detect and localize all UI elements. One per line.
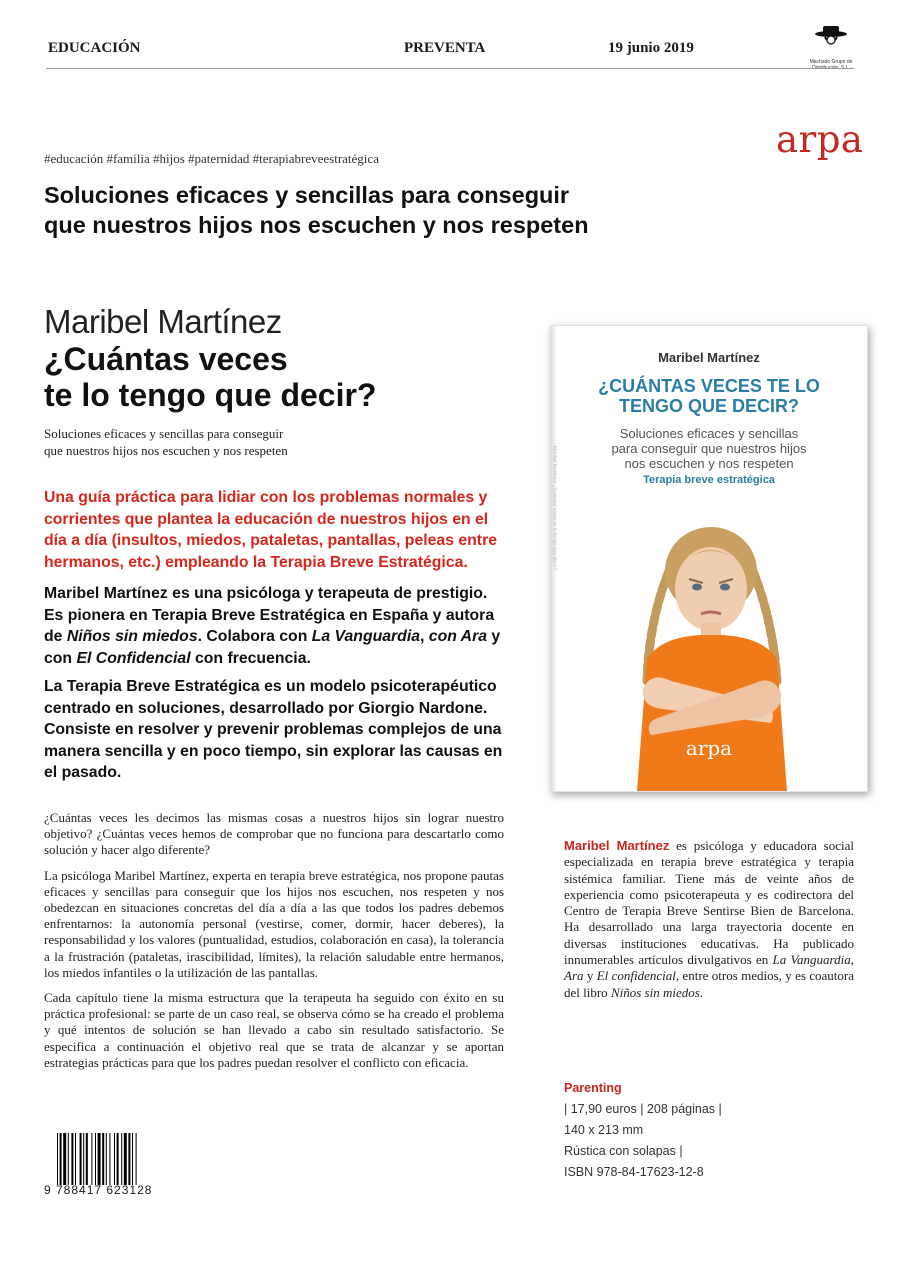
- book-ref: Niños sin miedos: [610, 984, 700, 1000]
- barcode-number: 9 788417 623128: [44, 1183, 153, 1197]
- barcode-bar: [68, 1133, 69, 1185]
- cover-tagline: Terapia breve estratégica: [643, 474, 775, 486]
- publisher-logo: arpa: [776, 118, 864, 161]
- text-span: con frecuencia.: [190, 649, 311, 667]
- text-span: Maribel Martínez es una psicóloga y terapeuta de prestigio. Es pionera en Terapia Breve Estratégica en España y autora de: [44, 585, 495, 645]
- barcode-bar: [136, 1133, 137, 1185]
- barcode-bar: [60, 1133, 62, 1185]
- publication-ref: El Confidencial: [76, 649, 191, 667]
- barcode-bar: [91, 1133, 92, 1185]
- book-subtitle: [44, 425, 364, 459]
- author-bio: [564, 838, 854, 1001]
- barcode-bar: [95, 1133, 96, 1185]
- barcode-bar: [124, 1133, 127, 1185]
- body-text: [44, 810, 504, 1080]
- text-span: ,: [850, 952, 854, 968]
- cover-author: Maribel Martínez: [658, 350, 760, 365]
- book-title: [44, 341, 464, 413]
- text-span: .: [699, 984, 704, 1000]
- isbn: ISBN 978-84-17623-12-8: [564, 1165, 704, 1179]
- barcode-bar: [109, 1133, 110, 1185]
- text-span: ,: [420, 628, 429, 645]
- book-specs: [564, 1078, 722, 1183]
- barcode-bar: [102, 1133, 104, 1185]
- book-author: Maribel Martínez: [44, 303, 282, 340]
- barcode-bar: [80, 1133, 82, 1185]
- barcode-bar: [106, 1133, 107, 1185]
- barcode-bar: [128, 1133, 130, 1185]
- cover-title-line: TENGO QUE DECIR?: [618, 396, 799, 416]
- cover-subtitle-line: para conseguir que nuestros hijos: [611, 441, 807, 456]
- date-label: 19 junio 2019: [608, 40, 694, 56]
- barcode-bar: [121, 1133, 122, 1185]
- publication-ref: La Vanguardia: [772, 952, 851, 968]
- headline: [44, 180, 644, 240]
- barcode-bar: [86, 1133, 88, 1185]
- cover-subtitle: [551, 426, 867, 471]
- cover-girl-illustration: [551, 511, 867, 791]
- cover-subtitle-line: nos escuchen y nos respeten: [624, 456, 794, 471]
- barcode-bar: [83, 1133, 84, 1185]
- barcode-bar: [75, 1133, 76, 1185]
- section-text: EDUCACIÓN: [48, 40, 141, 56]
- cover-subtitle-line: Soluciones eficaces y sencillas: [619, 426, 799, 441]
- type-label: PREVENTA: [404, 40, 486, 56]
- intro-red: Una guía práctica para lidiar con los problemas normales y corrientes que plantea la educación de nuestros hijos en el día a día (insultos, miedos, pataletas, pantallas, peleas entre hermanos, etc.) empleando la Terapia Breve Estratégica.: [44, 489, 497, 571]
- text-span: es psicóloga y educadora social especializada en terapia breve estratégica y terapia sistémica familiar. Tiene más de veinte años de experiencia como psicoterapeuta y es codirectora del Centro de Terapia Breve Sentirse Bien de Barcelona. Ha desarrollado una larga trayectoria docente en diversas instituciones educativas. Ha publicado innumerables artículos divulgativos en: [564, 838, 854, 968]
- book-size: 140 x 213 mm: [564, 1123, 644, 1137]
- header-divider: [46, 68, 854, 69]
- text-span: . Colabora con: [197, 628, 312, 645]
- price-pages: | 17,90 euros | 208 páginas |: [564, 1102, 722, 1116]
- subtitle-line: que nuestros hijos nos escuchen y nos respeten: [44, 443, 288, 458]
- publication-ref: El confidencial: [596, 968, 676, 984]
- cover-spine-text: Maribel Martínez ¿Cuántas veces te lo tengo que decir?: [551, 446, 557, 571]
- publication-ref: con Ara: [428, 628, 488, 645]
- barcode-bar: [71, 1133, 73, 1185]
- body-paragraph: Cada capítulo tiene la misma estructura que la terapeuta ha seguido con éxito en su práctica profesional: se parte de un caso real, se observa cómo se ha creado el problema y qué intentos de solución se han llevado a cabo sin resultado satisfactorio. Se especifica a continuación el objetivo real que se trata de alcanzar y se aportan estrategias prácticas para que los padres puedan resolver el conflicto con eficacia.: [44, 990, 504, 1070]
- barcode-bar: [132, 1133, 133, 1185]
- barcode-bar: [114, 1133, 115, 1185]
- book-ref: Niños sin miedos: [66, 628, 198, 645]
- headline-line: que nuestros hijos nos escuchen y nos respeten: [44, 212, 589, 238]
- body-paragraph: La psicóloga Maribel Martínez, experta en terapia breve estratégica, nos propone pautas eficaces y sencillas para conseguir que los hijos nos escuchen, nos respeten y nos obedezcan en situaciones concretas del día a día a las que todos los padres debemos enfrentarnos: la autonomía personal (vestirse, comer, dormir, hacer deberes), la responsabilidad y los valores (puntualidad, estudios, colaboración en casa), la tolerancia a la frustración (pataletas, irascibilidad, límites), la relación saludable entre hermanos, los miedos infantiles o la utilización de las pantallas.: [44, 867, 504, 980]
- barcode-bar: [98, 1133, 101, 1185]
- bio-name: Maribel Martínez: [564, 838, 670, 853]
- book-cover: [550, 325, 868, 792]
- binding: Rústica con solapas |: [564, 1144, 683, 1158]
- distributor-caption: Machado Grupo de: [809, 59, 853, 65]
- cover-publisher: arpa: [685, 736, 733, 760]
- barcode-bar: [63, 1133, 66, 1185]
- title-line: te lo tengo que decir?: [44, 377, 377, 413]
- cover-title: [551, 376, 867, 416]
- section-label: [48, 40, 141, 57]
- text-span: , entre otros medios, y es coautora del libro: [564, 968, 854, 1000]
- publication-ref: Ara: [564, 968, 584, 984]
- hat-man-icon: [811, 24, 851, 52]
- barcode-icon: [57, 1133, 165, 1185]
- intro-tbe: La Terapia Breve Estratégica es un modelo psicoterapéutico centrado en soluciones, desarrollado por Giorgio Nardone. Consiste en resolver y prevenir problemas complejos de una manera sencilla y en poco tiempo, sin explorar las causas en el pasado.: [44, 678, 503, 781]
- subtitle-line: Soluciones eficaces y sencillas para conseguir: [44, 426, 284, 441]
- distributor-logo: [806, 24, 856, 71]
- collection-name: Parenting: [564, 1081, 622, 1095]
- text-span: y con: [44, 628, 501, 667]
- barcode-bar: [117, 1133, 119, 1185]
- intro-author: [44, 583, 506, 669]
- title-line: ¿Cuántas veces: [44, 341, 288, 377]
- headline-line: Soluciones eficaces y sencillas para conseguir: [44, 182, 570, 208]
- text-span: y: [583, 968, 597, 984]
- barcode-bar: [57, 1133, 58, 1185]
- body-paragraph: ¿Cuántas veces les decimos las mismas cosas a nuestros hijos sin lograr nuestro objetivo? ¿Cuántas veces hemos de comprobar que no funciona para descartarlo como solución y hacer algo diferente?: [44, 810, 504, 858]
- publication-ref: La Vanguardia: [311, 628, 420, 645]
- hashtags: #educación #familia #hijos #paternidad #terapiabreveestratégica: [44, 151, 379, 166]
- cover-title-line: ¿CUÁNTAS VECES TE LO: [598, 376, 820, 396]
